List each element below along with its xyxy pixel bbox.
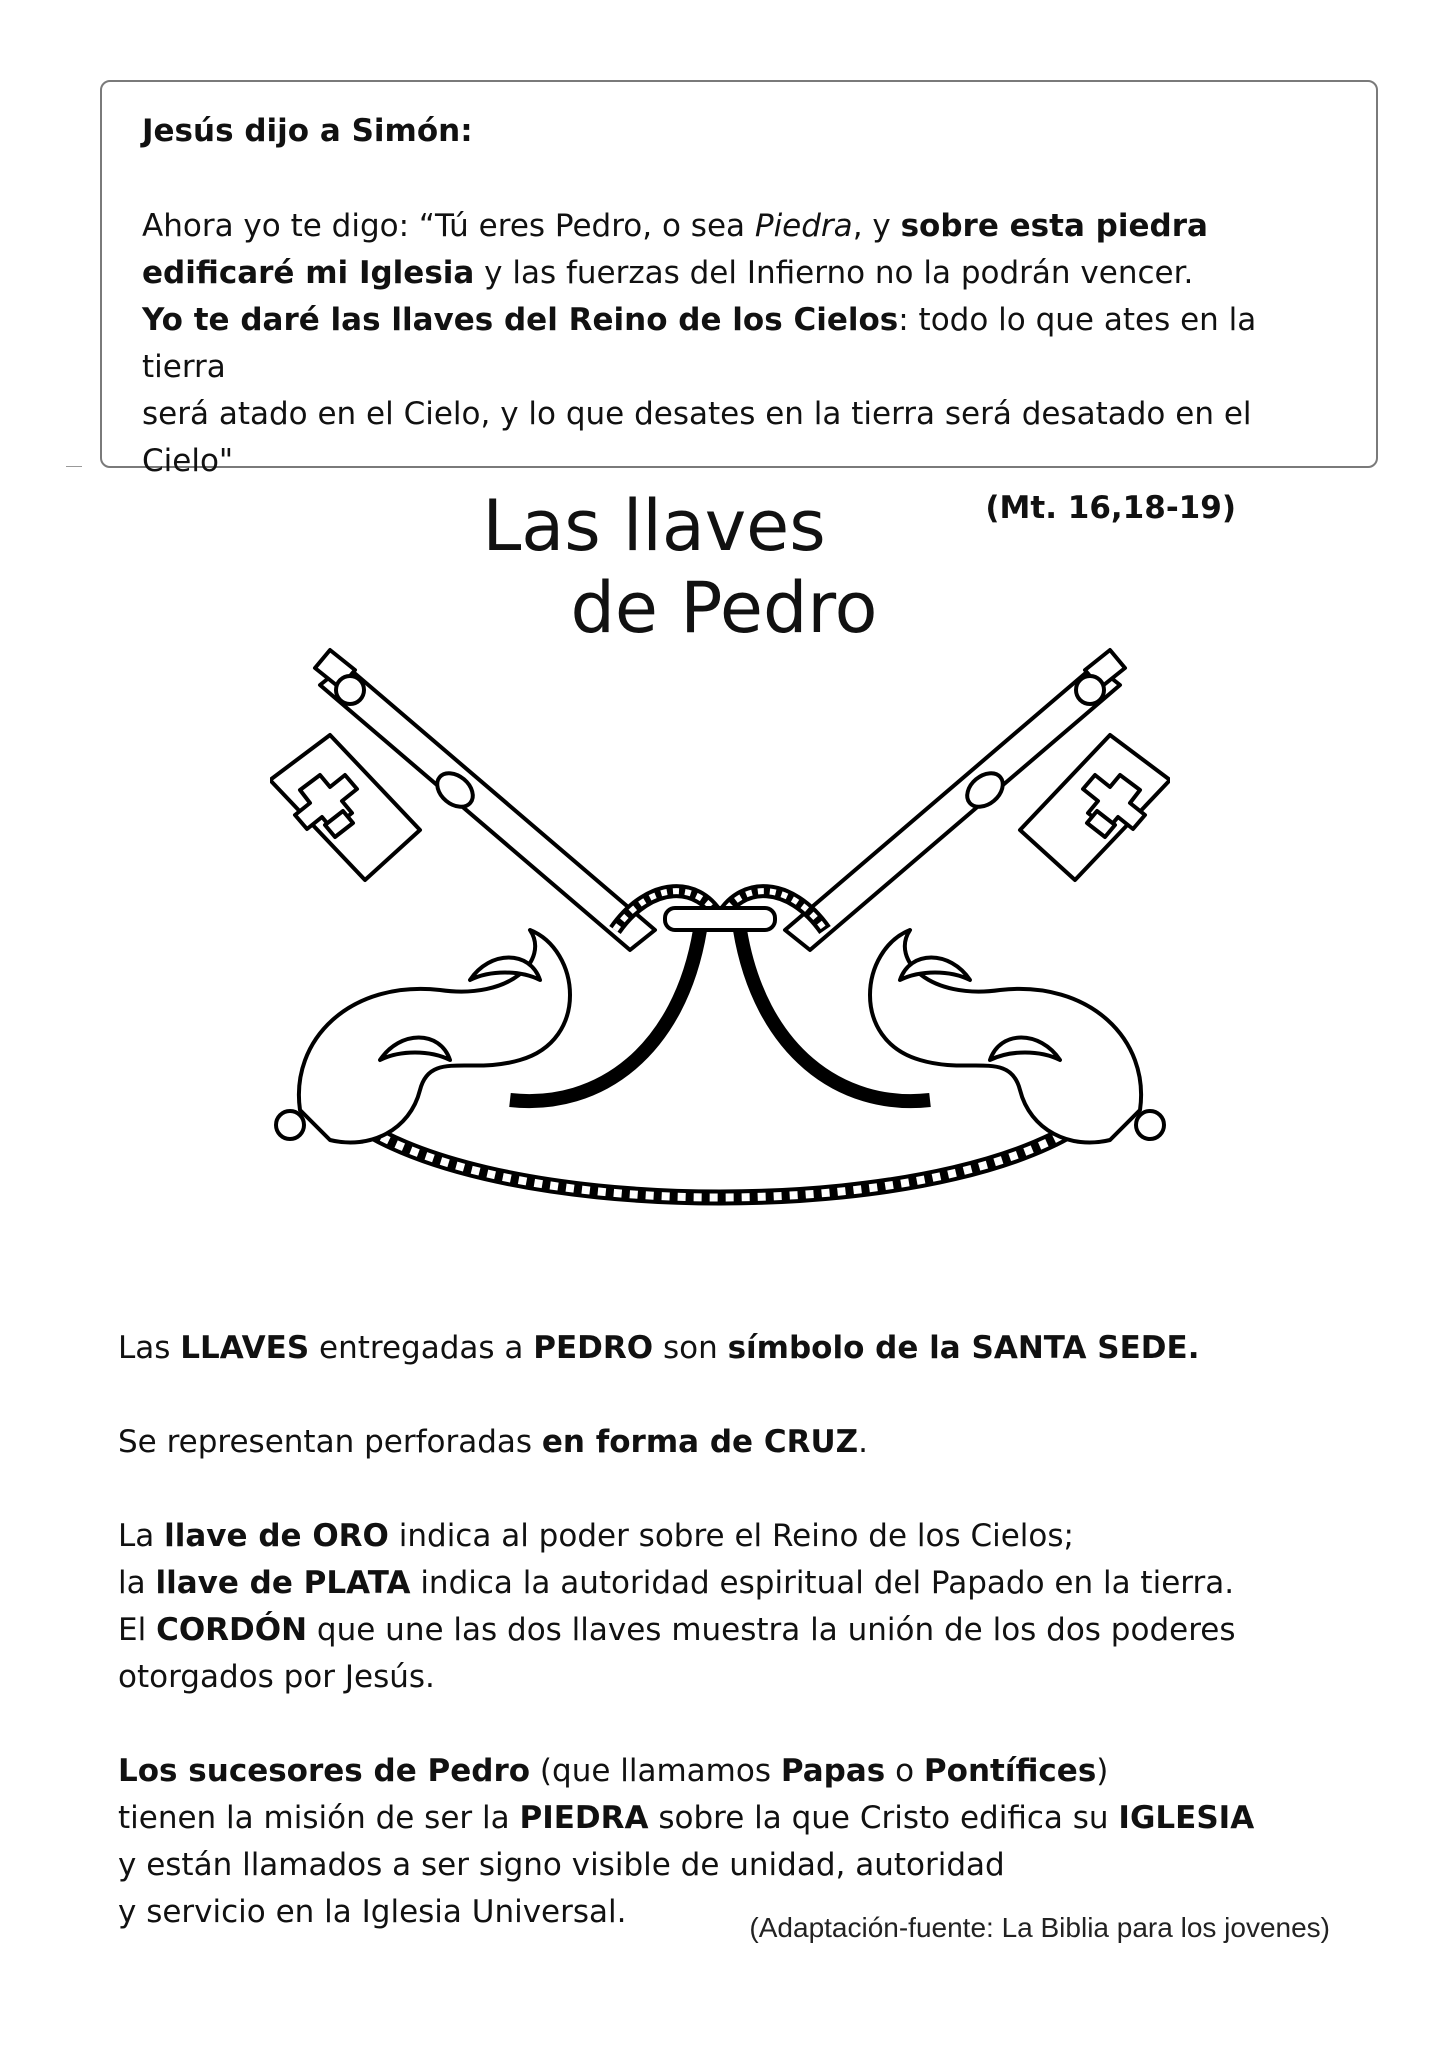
bold-text: Los sucesores de Pedro — [118, 1753, 531, 1789]
text: son — [653, 1330, 728, 1366]
text: entregadas a — [309, 1330, 534, 1366]
text: indica al poder sobre el Reino de los Cielos; — [388, 1518, 1074, 1554]
text: sobre la que Cristo edifica su — [648, 1800, 1119, 1836]
bold-text: CORDÓN — [156, 1612, 308, 1648]
line — [118, 1800, 1254, 1836]
quote-intro: Jesús dijo a Simón: — [142, 113, 473, 149]
text: (que llamamos — [530, 1753, 781, 1789]
quote-box — [100, 80, 1378, 526]
line — [118, 1565, 1234, 1601]
text: La — [118, 1518, 165, 1554]
paragraph-2 — [118, 1419, 1338, 1466]
line — [118, 1518, 1074, 1554]
title-line-1: Las llaves — [482, 485, 826, 567]
quote-italic: Piedra — [754, 208, 853, 244]
quote-text: , y — [852, 208, 901, 244]
line: y están llamados a ser signo visible de unidad, autoridad — [118, 1847, 1005, 1883]
bold-text: PEDRO — [533, 1330, 654, 1366]
quote-bold: Yo te daré las llaves del Reino de los Cielos — [142, 302, 899, 338]
text: tienen la misión de ser la — [118, 1800, 520, 1836]
quote-text: y las fuerzas del Infierno no la podrán vencer. — [474, 255, 1194, 291]
text: indica la autoridad espiritual del Papado en la tierra. — [410, 1565, 1235, 1601]
quote-line-1 — [142, 203, 1336, 250]
line — [118, 1753, 1108, 1789]
quote-bold: sobre esta piedra — [900, 208, 1208, 244]
bold-text: Papas — [780, 1753, 886, 1789]
line: otorgados por Jesús. — [118, 1659, 435, 1695]
line — [118, 1612, 1236, 1648]
bold-text: llave de PLATA — [155, 1565, 411, 1601]
line: y servicio en la Iglesia Universal. — [118, 1894, 627, 1930]
text: ) — [1096, 1753, 1109, 1789]
bold-text: PIEDRA — [519, 1800, 649, 1836]
text: Las — [118, 1330, 181, 1366]
bold-text: Pontífices — [923, 1753, 1097, 1789]
text: Se representan perforadas — [118, 1424, 542, 1460]
text: o — [885, 1753, 924, 1789]
ornament-right-icon — [870, 930, 1164, 1143]
text: que une las dos llaves muestra la unión de los dos poderes — [307, 1612, 1236, 1648]
bold-text: en forma de CRUZ — [541, 1424, 859, 1460]
text: . — [858, 1424, 868, 1460]
quote-line-3 — [142, 297, 1336, 391]
paragraph-3 — [118, 1513, 1338, 1701]
quote-reference: (Mt. 16,18-19) — [985, 490, 1236, 526]
quote-text: Ahora yo te digo: “Tú eres Pedro, o sea — [142, 208, 755, 244]
quote-bold: edificaré mi Iglesia — [142, 255, 475, 291]
quote-line-2 — [142, 250, 1336, 297]
paragraph-4 — [118, 1748, 1338, 1936]
page-title — [0, 485, 1448, 649]
text: El — [118, 1612, 157, 1648]
source-citation: (Adaptación-fuente: La Biblia para los jovenes) — [749, 1912, 1330, 1943]
bold-text: LLAVES — [180, 1330, 310, 1366]
ornament-left-icon — [276, 930, 570, 1143]
quote-text: : todo lo que ates en la tierra — [142, 302, 1257, 385]
margin-mark — [66, 466, 82, 467]
body-text — [118, 1325, 1338, 1983]
crossed-keys-illustration — [270, 630, 1170, 1270]
right-key-icon — [785, 650, 1170, 950]
paragraph-1 — [118, 1325, 1338, 1372]
bold-text: símbolo de la SANTA SEDE. — [727, 1330, 1200, 1366]
title-line-2: de Pedro — [570, 567, 878, 649]
bold-text: IGLESIA — [1118, 1800, 1255, 1836]
left-key-icon — [270, 650, 655, 950]
quote-line-4: será atado en el Cielo, y lo que desates en la tierra será desatado en el Cielo" — [142, 396, 1252, 479]
bold-text: llave de ORO — [164, 1518, 389, 1554]
text: la — [118, 1565, 156, 1601]
